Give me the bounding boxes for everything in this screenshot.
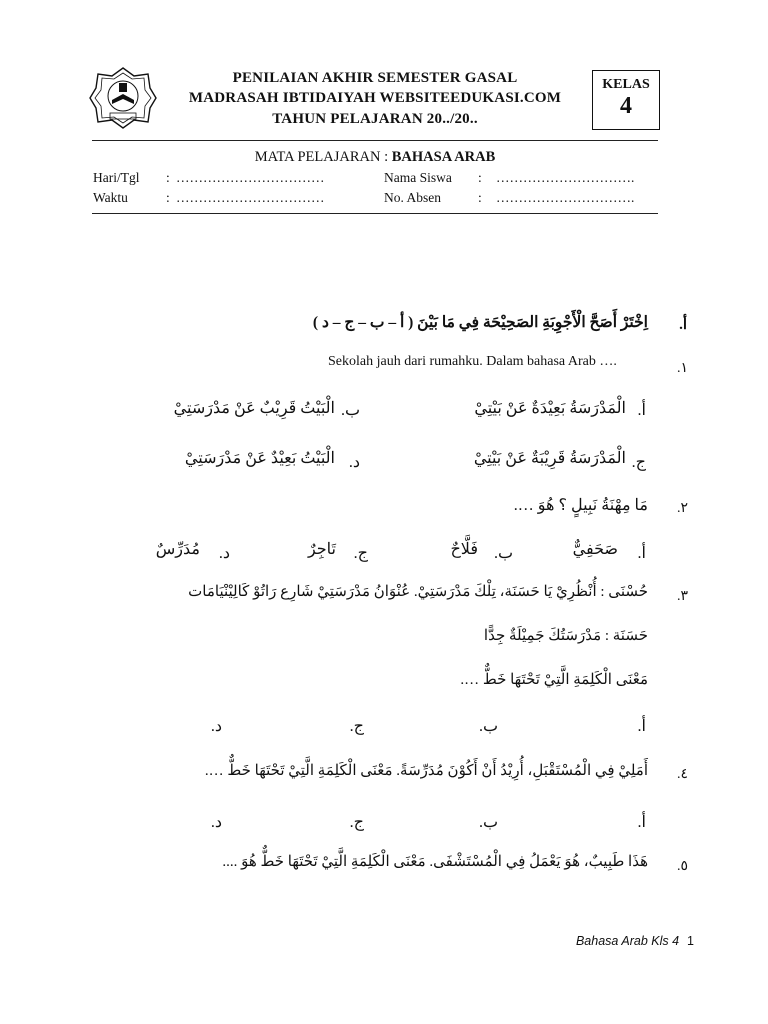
question-text: Sekolah jauh dari rumahku. Dalam bahasa Arab ….: [328, 354, 617, 369]
question-text: مَا مِهْنَةُ نَبِيلٍ ؟ هُوَ ….: [513, 497, 648, 514]
option-letter-c: ج.: [349, 718, 364, 735]
page-number: 1: [687, 934, 694, 948]
page-footer: [576, 932, 694, 950]
waktu-colon: :: [166, 190, 170, 205]
option-text-a: صَحَفِيٌّ: [572, 541, 618, 558]
madrasah-emblem-logo: [88, 66, 158, 130]
option-letter-d: د.: [348, 454, 360, 471]
option-letter-a: أ.: [637, 814, 646, 831]
option-text-d: الْبَيْتُ بَعِيْدٌ عَنْ مَدْرَسَتِيْ: [184, 450, 335, 467]
nama-label: Nama Siswa: [384, 170, 452, 185]
question-number: .١: [676, 361, 688, 376]
option-text-c: تَاجِرٌ: [307, 541, 336, 558]
subject-line: [92, 149, 658, 166]
class-label: KELAS: [602, 77, 650, 92]
option-text-b: الْبَيْتُ قَرِيْبٌ عَنْ مَدْرَسَتِيْ: [173, 400, 335, 417]
option-letter-d: د.: [210, 814, 222, 831]
class-number: 4: [620, 93, 632, 119]
waktu-field: ……………………………: [176, 190, 325, 205]
question-number: .٢: [676, 501, 688, 516]
option-text-d: مُدَرِّسٌ: [155, 541, 200, 558]
option-text-b: فَلَّاحٌ: [450, 541, 478, 558]
nama-field: ………………………….: [496, 170, 635, 185]
hari-colon: :: [166, 170, 170, 185]
option-text-c: الْمَدْرَسَةُ قَرِيْبَةٌ عَنْ بَيْتِيْ: [473, 450, 626, 467]
waktu-label: Waktu: [93, 190, 128, 205]
footer-text: Bahasa Arab Kls 4: [575, 934, 680, 948]
question-text: مَعْنَى الْكَلِمَةِ الَّتِيْ تَحْتَهَا خَطٌّ ….: [460, 672, 648, 688]
question-text: هَذَا طَبِيبٌ، هُوَ يَعْمَلُ فِي الْمُسْتَشْفَى. مَعْنَى الْكَلِمَةِ الَّتِيْ تَحْتَهَا خَطٌّ هُوَ ....: [222, 854, 648, 870]
academic-year: TAHUN PELAJARAN 20../20..: [272, 111, 478, 127]
question-number: .٥: [676, 859, 688, 874]
option-letter-d: د.: [218, 545, 230, 562]
section-letter: أ.: [679, 317, 687, 333]
dialog-line-1: حُسْنَى : أُنْظُرِيْ يَا حَسَنَة، تِلْكَ مَدْرَسَتِيْ. عُنْوَانُ مَدْرَسَتِيْ شَارِع رَاتُوْ كَالِيْنْيَامَات: [188, 584, 648, 600]
option-letter-b: ب.: [493, 545, 513, 562]
section-instruction: اِخْتَرْ أَصَحَّ الْأَجْوِبَةِ الصَحِيْحَة فِي مَا بَيْنَ ( أ – ب – ج – د ): [312, 314, 648, 331]
question-number: .٣: [676, 589, 688, 604]
option-letter-a: أ.: [637, 545, 646, 562]
option-text-a: الْمَدْرَسَةُ بَعِيْدَةٌ عَنْ بَيْتِيْ: [474, 400, 626, 417]
exam-title: PENILAIAN AKHIR SEMESTER GASAL: [232, 70, 518, 86]
absen-colon: :: [478, 190, 482, 205]
hari-field: ……………………………: [176, 170, 325, 185]
dialog-line-2: حَسَنَة : مَدْرَسَتُكَ جَمِيْلَةٌ جِدًّا: [483, 628, 648, 644]
option-letter-b: ب.: [478, 814, 498, 831]
nama-colon: :: [478, 170, 482, 185]
info-divider: [92, 213, 658, 214]
class-box: [592, 70, 660, 130]
question-text: أَمَلِيْ فِي الْمُسْتَقْبَلِ، أُرِيْدُ أَنْ أَكُوْنَ مُدَرِّسَةً. مَعْنَى الْكَلِمَةِ الَّتِيْ تَحْتَهَا خَطٌّ ….: [204, 763, 648, 779]
question-number: .٤: [676, 767, 688, 782]
option-letter-b: ب.: [340, 402, 360, 419]
option-letter-c: ج.: [353, 545, 368, 562]
subject-name: BAHASA ARAB: [391, 149, 496, 165]
absen-field: ………………………….: [496, 190, 635, 205]
absen-label: No. Absen: [384, 190, 441, 205]
option-letter-a: أ.: [637, 718, 646, 735]
option-letter-b: ب.: [478, 718, 498, 735]
option-letter-d: د.: [210, 718, 222, 735]
subject-prefix: MATA PELAJARAN :: [254, 149, 392, 165]
header-divider: [92, 140, 658, 141]
option-letter-c: ج.: [349, 814, 364, 831]
option-letter-a: أ.: [637, 402, 646, 419]
school-name: MADRASAH IBTIDAIYAH WEBSITEEDUKASI.COM: [188, 90, 562, 106]
hari-label: Hari/Tgl: [93, 170, 140, 185]
option-letter-c: ج.: [631, 454, 646, 471]
